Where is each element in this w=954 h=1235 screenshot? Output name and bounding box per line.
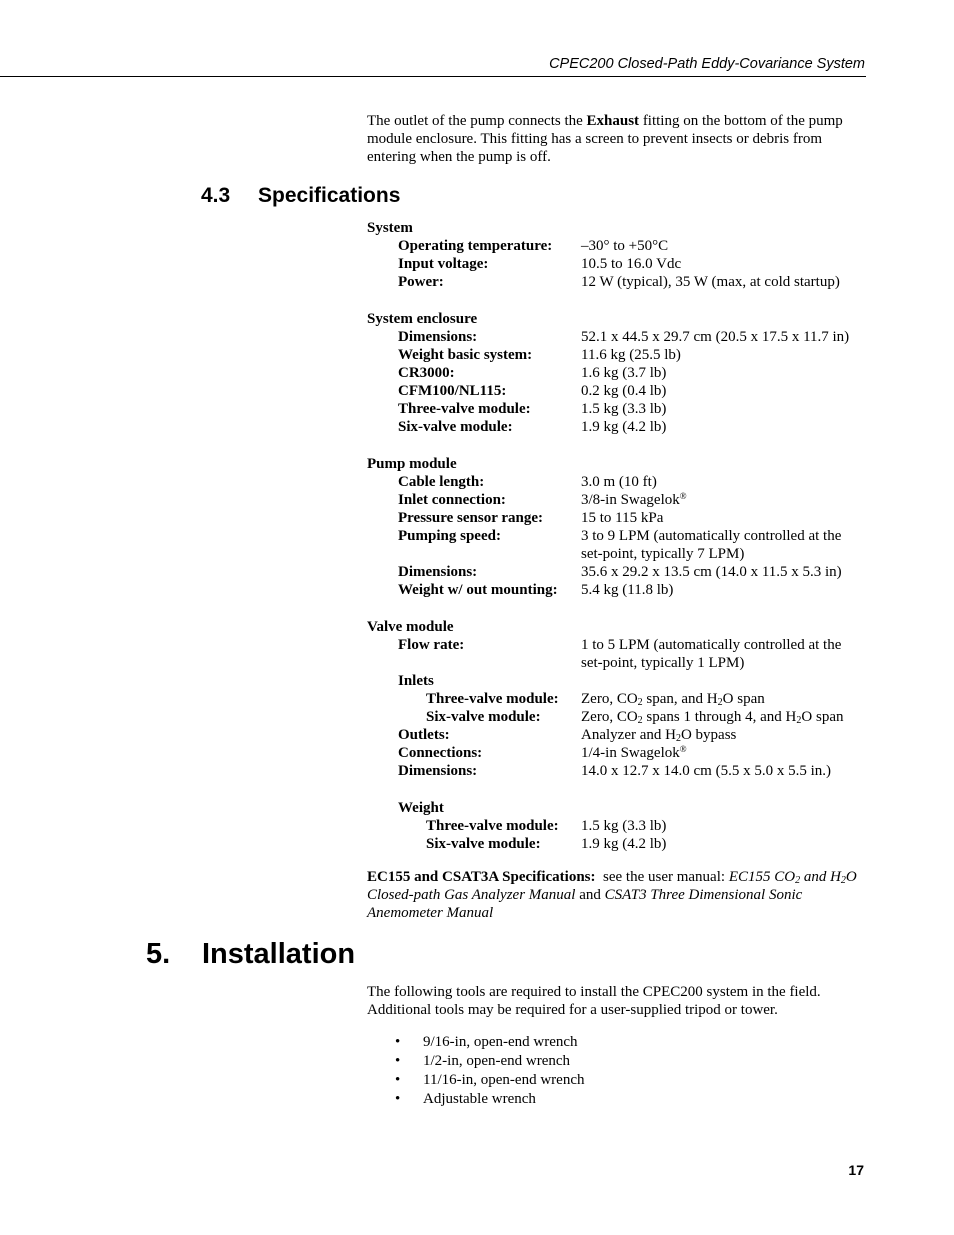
bullet: •: [395, 1053, 401, 1069]
bullet: •: [395, 1072, 401, 1088]
intro-text-2: fitting on the bottom of the pump module enclosure. This fitting has a screen to prevent insects or debris from entering when the pump is off.: [367, 113, 843, 166]
spec-value: 15 to 115 kPa: [581, 510, 664, 526]
list-item: [367, 1071, 584, 1090]
subscript: 2: [795, 875, 801, 886]
spec-group-heading: [367, 310, 887, 328]
manual-title-part: EC155 CO: [728, 869, 796, 885]
spec-row: [367, 563, 887, 581]
registered-mark: ®: [679, 491, 687, 501]
spec-label: Outlets:: [398, 727, 450, 743]
spec-label: Dimensions:: [398, 329, 478, 345]
header-rule: [0, 76, 866, 77]
spec-value-line: 3 to 9 LPM (automatically controlled at the: [581, 528, 842, 544]
spec-value: 1.9 kg (4.2 lb): [581, 836, 667, 852]
note-bold-label: EC155 and CSAT3A Specifications:: [367, 869, 596, 885]
spec-label: Operating temperature:: [398, 238, 553, 254]
system-heading: System: [367, 220, 413, 236]
section-title: Specifications: [258, 184, 401, 207]
spec-label: Three-valve module:: [426, 691, 559, 707]
spec-row: [367, 491, 887, 509]
spec-label: Dimensions:: [398, 564, 478, 580]
text-part: span, and H: [642, 691, 718, 707]
spec-group-heading: [367, 455, 887, 473]
enclosure-heading: System enclosure: [367, 311, 478, 327]
installation-intro-paragraph: The following tools are required to install the CPEC200 system in the field. Additional tools may be required for a user-supplied tripod or tower.: [367, 984, 821, 1019]
intro-paragraph: [367, 112, 867, 167]
text-part: Analyzer and H: [581, 727, 676, 743]
spec-value: –30° to +50°C: [581, 238, 669, 254]
text-part: 1/4-in Swagelok: [581, 745, 680, 761]
spec-row: [367, 273, 887, 291]
spec-value-line: 1 to 5 LPM (automatically controlled at the: [581, 637, 842, 653]
section-number: 5.: [146, 938, 171, 970]
spec-label: Dimensions:: [398, 763, 478, 779]
spec-row: [367, 400, 887, 418]
text-part: O span: [801, 709, 844, 725]
list-item: [367, 1052, 584, 1071]
spec-subgroup-heading: [367, 799, 887, 817]
subscript: 2: [840, 875, 846, 886]
spec-label: Pumping speed:: [398, 528, 501, 544]
spec-group-heading: [367, 219, 887, 237]
spec-row: [367, 817, 887, 835]
spec-row: [367, 328, 887, 346]
subscript: 2: [637, 697, 643, 708]
text-part: spans 1 through 4, and H: [642, 709, 797, 725]
spec-row: [367, 346, 887, 364]
spec-row: [367, 255, 887, 273]
spec-label: Cable length:: [398, 474, 485, 490]
spec-row: [367, 473, 887, 491]
spec-row: [367, 762, 887, 780]
text-part: Zero, CO: [581, 691, 638, 707]
spec-row: [367, 708, 887, 726]
spec-row: [367, 726, 887, 744]
subscript: 2: [717, 697, 723, 708]
specifications-list: [367, 219, 887, 853]
subscript: 2: [637, 715, 643, 726]
spec-label: CR3000:: [398, 365, 455, 381]
spec-row: [367, 690, 887, 708]
running-header-title: CPEC200 Closed-Path Eddy-Covariance System: [549, 56, 865, 72]
spec-value: 1.9 kg (4.2 lb): [581, 419, 667, 435]
spec-label: Six-valve module:: [426, 836, 541, 852]
list-item-text: 11/16-in, open-end wrench: [423, 1072, 585, 1088]
spec-row: [367, 237, 887, 255]
registered-mark: ®: [679, 744, 687, 754]
spec-label: Input voltage:: [398, 256, 489, 272]
spec-value: 11.6 kg (25.5 lb): [581, 347, 681, 363]
tools-list: [367, 1033, 584, 1109]
spec-row: [367, 581, 887, 599]
spec-value: [581, 636, 841, 672]
spec-value: 1.5 kg (3.3 lb): [581, 818, 667, 834]
spec-value: 35.6 x 29.2 x 13.5 cm (14.0 x 11.5 x 5.3 in): [581, 564, 842, 580]
spec-value: [581, 726, 736, 744]
spec-value: 1.6 kg (3.7 lb): [581, 365, 667, 381]
spec-subgroup-heading: [367, 672, 887, 690]
spec-value: [581, 491, 687, 509]
text-part: see the user manual:: [595, 869, 729, 885]
spec-row: [367, 382, 887, 400]
manual-title-part: O Closed-path Gas Analyzer Manual: [367, 869, 857, 904]
spec-row: [367, 636, 887, 672]
text-part: O bypass: [680, 727, 737, 743]
list-item-text: Adjustable wrench: [423, 1091, 536, 1107]
spec-label: Inlet connection:: [398, 492, 506, 508]
spec-value: 0.2 kg (0.4 lb): [581, 383, 667, 399]
spec-value-line: set-point, typically 7 LPM): [581, 546, 745, 562]
spec-label: Power:: [398, 274, 444, 290]
list-item: [367, 1033, 584, 1052]
page-number: 17: [848, 1162, 864, 1178]
spec-value: 12 W (typical), 35 W (max, at cold startup): [581, 274, 840, 290]
spec-value: [581, 744, 687, 762]
section-title: Installation: [202, 938, 356, 970]
pump-heading: Pump module: [367, 456, 457, 472]
spec-label: Weight basic system:: [398, 347, 533, 363]
inlet-swagelok-text: 3/8-in Swagelok: [581, 492, 680, 508]
spec-value: 5.4 kg (11.8 lb): [581, 582, 674, 598]
spec-value: [581, 527, 841, 563]
spec-label: Three-valve module:: [426, 818, 559, 834]
spec-value-line: set-point, typically 1 LPM): [581, 655, 745, 671]
spec-label: Six-valve module:: [426, 709, 541, 725]
ec155-csat3a-note: [367, 868, 862, 923]
spec-row: [367, 509, 887, 527]
spec-value: 3.0 m (10 ft): [581, 474, 657, 490]
section-number: 4.3: [201, 184, 231, 207]
spec-label: Three-valve module:: [398, 401, 531, 417]
spec-row: [367, 835, 887, 853]
text-part: O span: [722, 691, 765, 707]
text-part: Zero, CO: [581, 709, 638, 725]
spec-value: [581, 690, 765, 708]
subscript: 2: [675, 733, 681, 744]
inlets-heading: Inlets: [398, 673, 434, 689]
text-part: and: [575, 887, 605, 904]
intro-bold-exhaust: Exhaust: [586, 113, 640, 129]
spec-group-heading: [367, 618, 887, 636]
list-item-text: 9/16-in, open-end wrench: [423, 1034, 578, 1050]
section-heading-4-3: [201, 184, 400, 208]
bullet: •: [395, 1091, 401, 1107]
list-item: [367, 1090, 584, 1109]
spec-value: 10.5 to 16.0 Vdc: [581, 256, 682, 272]
spec-value: 1.5 kg (3.3 lb): [581, 401, 667, 417]
spec-label: Pressure sensor range:: [398, 510, 543, 526]
spec-label: Connections:: [398, 745, 483, 761]
spec-row: [367, 418, 887, 436]
bullet: •: [395, 1034, 401, 1050]
spec-value: [581, 708, 843, 726]
spec-label: CFM100/NL115:: [398, 383, 507, 399]
spec-row: [367, 527, 887, 563]
list-item-text: 1/2-in, open-end wrench: [423, 1053, 571, 1069]
spec-label: Six-valve module:: [398, 419, 513, 435]
spec-label: Weight w/ out mounting:: [398, 582, 558, 598]
section-heading-5: [146, 938, 355, 971]
spec-row: [367, 744, 887, 762]
subscript: 2: [796, 715, 802, 726]
intro-text-1: The outlet of the pump connects the: [367, 113, 587, 129]
spec-label: Flow rate:: [398, 637, 465, 653]
spec-value: 14.0 x 12.7 x 14.0 cm (5.5 x 5.0 x 5.5 in.): [581, 763, 831, 779]
weight-heading: Weight: [398, 800, 444, 816]
spec-value: 52.1 x 44.5 x 29.7 cm (20.5 x 17.5 x 11.7 in): [581, 329, 850, 345]
spec-row: [367, 364, 887, 382]
manual-title-part: and H: [800, 869, 841, 885]
manual-title-part: CSAT3 Three Dimensional Sonic Anemometer Manual: [367, 887, 803, 922]
valve-heading: Valve module: [367, 619, 454, 635]
